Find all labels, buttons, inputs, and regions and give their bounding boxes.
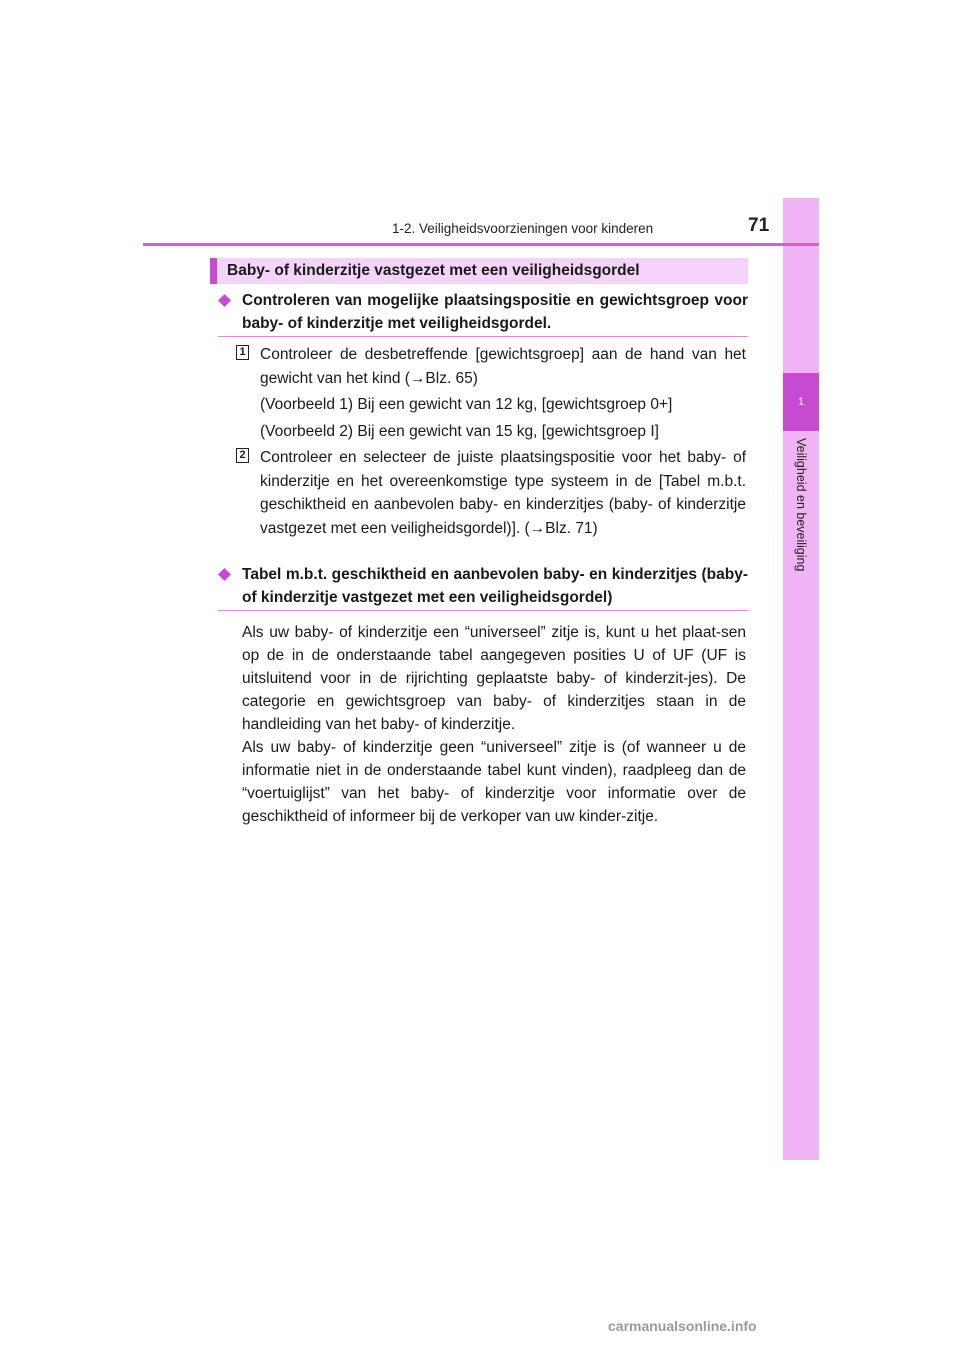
step-2 [236,446,746,540]
step-number-2-badge [236,448,249,463]
example-2: (Voorbeeld 2) Bij een gewicht van 15 kg, [gewichtsgroep I] [260,423,659,440]
chapter-number: 1 [797,396,805,408]
page-number: 71 [748,215,770,236]
step-number-1: 1 [239,346,246,358]
example-1: (Voorbeeld 1) Bij een gewicht van 12 kg, [gewichtsgroep 0+] [260,396,673,413]
subsection-rule-1 [218,336,748,337]
section-title: Baby- of kinderzitje vastgezet met een veiligheidsgordel [227,262,640,279]
body-paragraph-2: Als uw baby- of kinderzitje geen “universeel” zitje is (of wanneer u de informatie niet in de onderstaande tabel kunt vinden), raadpleeg dan de “voertuiglijst” van het baby- of kinderzitje voor informatie over de geschiktheid of informeer bij de verkoper van uw kinder-zitje. [242,739,746,825]
subsection-rule-2 [218,610,748,611]
subsection-heading-2 [218,563,748,609]
section-title-bar [210,258,748,284]
subsection-title-1: Controleren van mogelijke plaatsingspositie en gewichtsgroep voor baby- of kinderzitje met veiligheidsgordel. [242,292,748,332]
subsection-heading-1 [218,289,748,335]
step-1 [236,343,746,390]
chapter-number-tab[interactable] [783,373,819,431]
step-number-1-badge [236,345,249,360]
step-text-2: Controleer en selecteer de juiste plaatsingspositie voor het baby- of kinderzitje en het overeenkomstige type systeem in de [Tabel m.b.t. geschiktheid en aanbevolen baby- en kinderzitjes (baby- of kinderzitje vastgezet met een veiligheidsgordel)]. (→Blz. 71) [260,449,746,537]
diamond-bullet-icon [218,568,231,581]
header-rule [143,243,819,246]
chapter-side-tab [783,198,819,1160]
step-text-1: Controleer de desbetreffende [gewichtsgroep] aan de hand van het gewicht van het kind (→Blz. 65) [260,346,746,387]
step-number-2: 2 [239,449,246,461]
section-path: 1-2. Veiligheidsvoorzieningen voor kinderen [392,221,654,236]
chapter-title: Veiligheid en beveiliging [794,438,808,572]
diamond-bullet-icon [218,294,231,307]
footer-site-watermark: carmanualsonline.info [608,1318,757,1334]
body-text [242,621,746,828]
body-paragraph-1: Als uw baby- of kinderzitje een “universeel” zitje is, kunt u het plaat-sen op de in de onderstaande tabel aangegeven posities U of UF (UF is uitsluitend voor in de rijrichting geplaatste baby- of kinderzit-jes). De categorie en gewichtsgroep van baby- of kinderzitjes staan in de handleiding van het baby- of kinderzitje. [242,624,746,733]
subsection-title-2: Tabel m.b.t. geschiktheid en aanbevolen baby- en kinderzitjes (baby- of kinderzitje vastgezet met een veiligheidsgordel) [242,566,748,606]
